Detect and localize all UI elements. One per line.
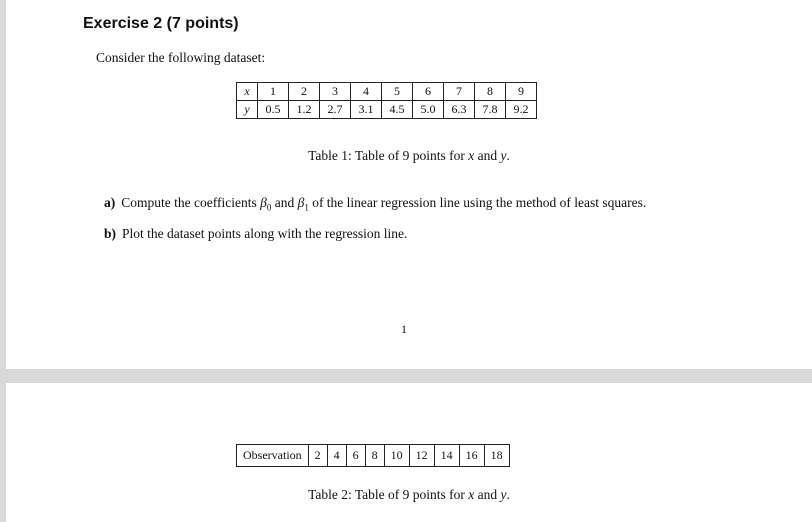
question-a-label: a) (104, 195, 116, 210)
page-2 (6, 383, 812, 522)
observation-cell: 12 (409, 445, 434, 467)
y-cell: 2.7 (320, 101, 351, 119)
question-a-text-1: Compute the coefficients (121, 195, 257, 210)
beta-symbol: β (260, 195, 267, 210)
y-cell: 1.2 (289, 101, 320, 119)
table-1-caption (6, 148, 812, 164)
dataset-table (236, 82, 537, 119)
question-a-text-2: of the linear regression line using the method of least squares. (312, 195, 647, 210)
beta-subscript-0: 0 (266, 202, 272, 213)
x-cell: 2 (289, 83, 320, 101)
y-label-cell: y (237, 101, 258, 119)
observation-cell: 8 (365, 445, 384, 467)
caption-and: and (477, 487, 498, 502)
caption-prefix: Table 2: Table of 9 points for (308, 487, 465, 502)
y-cell: 6.3 (444, 101, 475, 119)
question-a (104, 195, 646, 213)
caption-var-x: x (468, 148, 475, 163)
x-cell: 9 (506, 83, 537, 101)
observation-table (236, 444, 510, 467)
question-b-text: Plot the dataset points along with the regression line. (122, 226, 408, 241)
question-a-and: and (274, 195, 295, 210)
page-number: 1 (401, 322, 407, 336)
exercise-title: Exercise 2 (7 points) (83, 15, 239, 32)
caption-end: . (506, 148, 510, 163)
caption-var-y: y (500, 487, 507, 502)
x-cell: 5 (382, 83, 413, 101)
observation-cell: 10 (384, 445, 409, 467)
y-cell: 9.2 (506, 101, 537, 119)
table-row-x (237, 83, 537, 101)
observation-cell: 18 (484, 445, 509, 467)
caption-end: . (506, 487, 510, 502)
y-cell: 4.5 (382, 101, 413, 119)
x-cell: 7 (444, 83, 475, 101)
beta-symbol: β (297, 195, 305, 210)
x-cell: 1 (258, 83, 289, 101)
y-cell: 0.5 (258, 101, 289, 119)
y-cell: 3.1 (351, 101, 382, 119)
table-2-caption (6, 487, 812, 503)
observation-cell: 16 (459, 445, 484, 467)
table-row-y (237, 101, 537, 119)
observation-cell: 6 (346, 445, 365, 467)
caption-var-x: x (468, 487, 475, 502)
table-row (237, 445, 510, 467)
beta-subscript-1: 1 (304, 202, 309, 213)
question-b-label: b) (104, 226, 117, 241)
caption-prefix: Table 1: Table of 9 points for (308, 148, 465, 163)
observation-cell: 14 (434, 445, 459, 467)
observation-cell: 2 (308, 445, 327, 467)
intro-text: Consider the following dataset: (96, 50, 266, 65)
x-cell: 8 (475, 83, 506, 101)
y-cell: 5.0 (413, 101, 444, 119)
x-cell: 3 (320, 83, 351, 101)
x-cell: 6 (413, 83, 444, 101)
x-cell: 4 (351, 83, 382, 101)
observation-header-cell: Observation (237, 445, 309, 467)
page-1 (6, 0, 812, 369)
x-label-cell: x (237, 83, 258, 101)
observation-cell: 4 (327, 445, 346, 467)
caption-and: and (477, 148, 498, 163)
y-cell: 7.8 (475, 101, 506, 119)
question-b (104, 226, 407, 242)
caption-var-y: y (500, 148, 507, 163)
